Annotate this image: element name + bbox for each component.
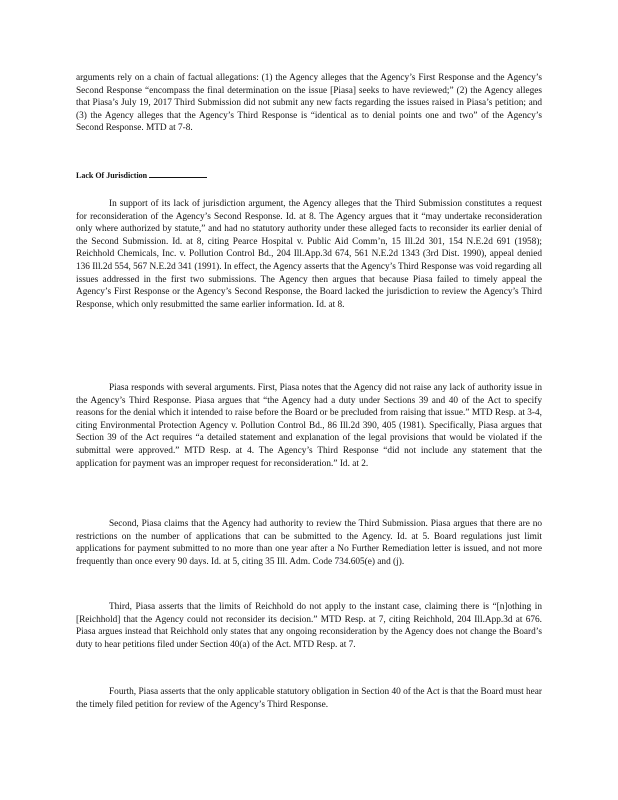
paragraph-4: Second, Piasa claims that the Agency had authority to review the Third Submission. Piasa argues that there are no restrictions on the number of applications that can be submitted to the Agency. Id. at 5. Board regulations just limit applications for payment submitted to no more than one year after a No Further Remediation letter is issued, and not more frequently than once every 90 days. Id. at 5, citing 35 Ill. Adm. Code 734.605(e) and (j).: [76, 519, 542, 567]
paragraph-6: Fourth, Piasa asserts that the only applicable statutory obligation in Section 40 of the Act is that the Board must hear the timely filed petition for review of the Agency’s Third Response.: [76, 687, 542, 710]
paragraph-2: In support of its lack of jurisdiction argument, the Agency alleges that the Third Submission constitutes a request for reconsideration of the Agency’s Second Response. Id. at 8. The Agency argues that it “may undertake reconsideration only where authorized by statute,” and had no statutory authority under these alleged facts to reconsider its earlier denial of the Second Submission. Id. at 8, citing Pearce Hospital v. Public Aid Comm’n, 15 Ill.2d 301, 154 N.E.2d 691 (1958); Reichhold Chemicals, Inc. v. Pollution Control Bd., 204 Ill.App.3d 674, 561 N.E.2d 1343 (3rd Dist. 1990), appeal denied 136 Ill.2d 554, 567 N.E.2d 341 (1991). In effect, the Agency asserts that the Agency’s Third Response was void regarding all issues addressed in the first two submissions. The Agency then argues that because Piasa failed to timely appeal the Agency’s First Response or the Agency’s Second Response, the Board lacked the jurisdiction to review the Agency’s Third Response, which only resubmitted the same earlier information. Id. at 8.: [76, 199, 542, 310]
section-heading-text: Lack Of Jurisdiction: [76, 171, 148, 180]
paragraph-5: Third, Piasa asserts that the limits of Reichhold do not apply to the instant case, claiming there is “[n]othing in [Reichhold] that the Agency could not reconsider its decision.” MTD Resp. at 7, citing Reichhold, 204 Ill.App.3d at 676. Piasa argues instead that Reichhold only states that any ongoing reconsideration by the Agency does not change the Board’s duty to hear petitions filed under Section 40(a) of the Act. MTD Resp. at 7.: [76, 602, 542, 650]
paragraph-1: arguments rely on a chain of factual allegations: (1) the Agency alleges that the Agency’s First Response and the Agency’s Second Response “encompass the final determination on the issue [Piasa] seeks to have reviewed;” (2) the Agency alleges that Piasa’s July 19, 2017 Third Submission did not submit any new facts regarding the issues raised in Piasa’s petition; and (3) the Agency alleges that the Agency’s Third Response is “identical as to denial points one and two” of the Agency’s Second Response. MTD at 7-8.: [76, 73, 542, 134]
section-heading: [76, 170, 207, 181]
paragraph-3: Piasa responds with several arguments. First, Piasa notes that the Agency did not raise any lack of authority issue in the Agency’s Third Response. Piasa argues that “the Agency had a duty under Sections 39 and 40 of the Act to specify reasons for the denial which it intended to raise before the Board or be precluded from raising that issue.” MTD Resp. at 3-4, citing Environmental Protection Agency v. Pollution Control Bd., 86 Ill.2d 390, 405 (1981). Specifically, Piasa argues that Section 39 of the Act requires “a detailed statement and explanation of the legal provisions that would be violated if the submittal were approved.” MTD Resp. at 4. The Agency’s Third Response “did not include any statement that the application for payment was an improper request for reconsideration.” Id. at 2.: [76, 383, 542, 469]
heading-underline: [149, 177, 207, 178]
